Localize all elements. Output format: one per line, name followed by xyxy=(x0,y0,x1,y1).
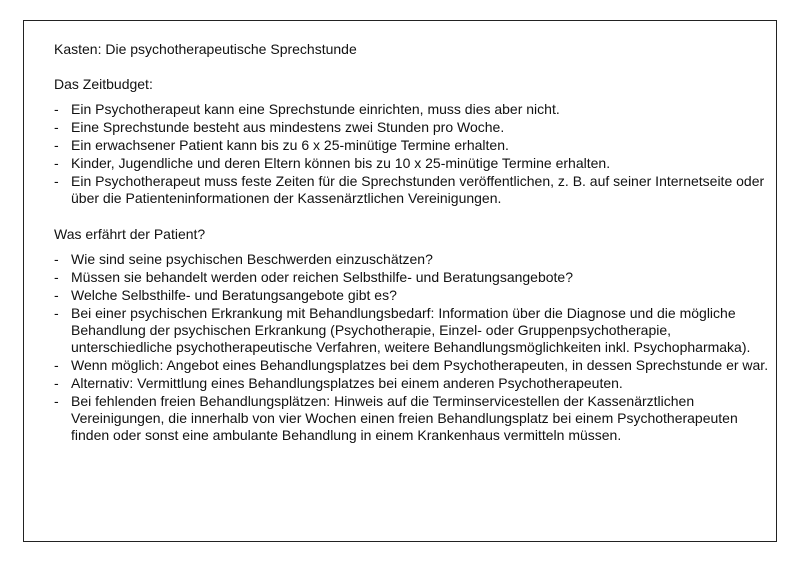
info-box-content xyxy=(54,41,769,445)
list-item: - Bei fehlenden freien Behandlungsplätzen: Hinweis auf die Terminservicestellen der Kassenärztlichen Vereinigungen, die innerhalb von vier Wochen einen freien Behandlungsplatz bei einem Psychotherapeuten finden oder sonst eine ambulante Behandlung in einem Krankenhaus vermitteln müssen. xyxy=(54,393,769,444)
list-item: - Alternativ: Vermittlung eines Behandlungsplatzes bei einem anderen Psychotherapeuten. xyxy=(54,375,769,392)
list-item: - Bei einer psychischen Erkrankung mit Behandlungsbedarf: Information über die Diagnose und die mögliche Behandlung der psychischen Erkrankung (Psychotherapie, Einzel- oder Gruppenpsychotherapie, unterschiedliche psychotherapeutische Verfahren, weitere Behandlungsmöglichkeiten inkl. Psychopharmaka). xyxy=(54,305,769,356)
list-item: - Ein erwachsener Patient kann bis zu 6 x 25-minütige Termine erhalten. xyxy=(54,137,769,154)
list-item: - Kinder, Jugendliche und deren Eltern können bis zu 10 x 25-minütige Termine erhalten. xyxy=(54,155,769,172)
box-title: Kasten: Die psychotherapeutische Sprechstunde xyxy=(54,41,357,57)
list-item: - Ein Psychotherapeut muss feste Zeiten für die Sprechstunden veröffentlichen, z. B. auf seiner Internetseite oder über die Patienteninformationen der Kassenärztlichen Vereinigungen. xyxy=(54,173,769,207)
list-item: - Eine Sprechstunde besteht aus mindestens zwei Stunden pro Woche. xyxy=(54,119,769,136)
section-heading-patient: Was erfährt der Patient? xyxy=(54,226,206,242)
patient-list xyxy=(54,251,769,444)
section-spacer xyxy=(54,208,769,226)
list-item: - Müssen sie behandelt werden oder reichen Selbsthilfe- und Beratungsangebote? xyxy=(54,269,769,286)
list-item: - Welche Selbsthilfe- und Beratungsangebote gibt es? xyxy=(54,287,769,304)
section-heading-zeitbudget: Das Zeitbudget: xyxy=(54,76,153,92)
info-box xyxy=(23,20,777,542)
zeitbudget-list xyxy=(54,101,769,207)
list-item: - Wenn möglich: Angebot eines Behandlungsplatzes bei dem Psychotherapeuten, in dessen Sprechstunde er war. xyxy=(54,357,769,374)
list-item: - Ein Psychotherapeut kann eine Sprechstunde einrichten, muss dies aber nicht. xyxy=(54,101,769,118)
list-item: - Wie sind seine psychischen Beschwerden einzuschätzen? xyxy=(54,251,769,268)
